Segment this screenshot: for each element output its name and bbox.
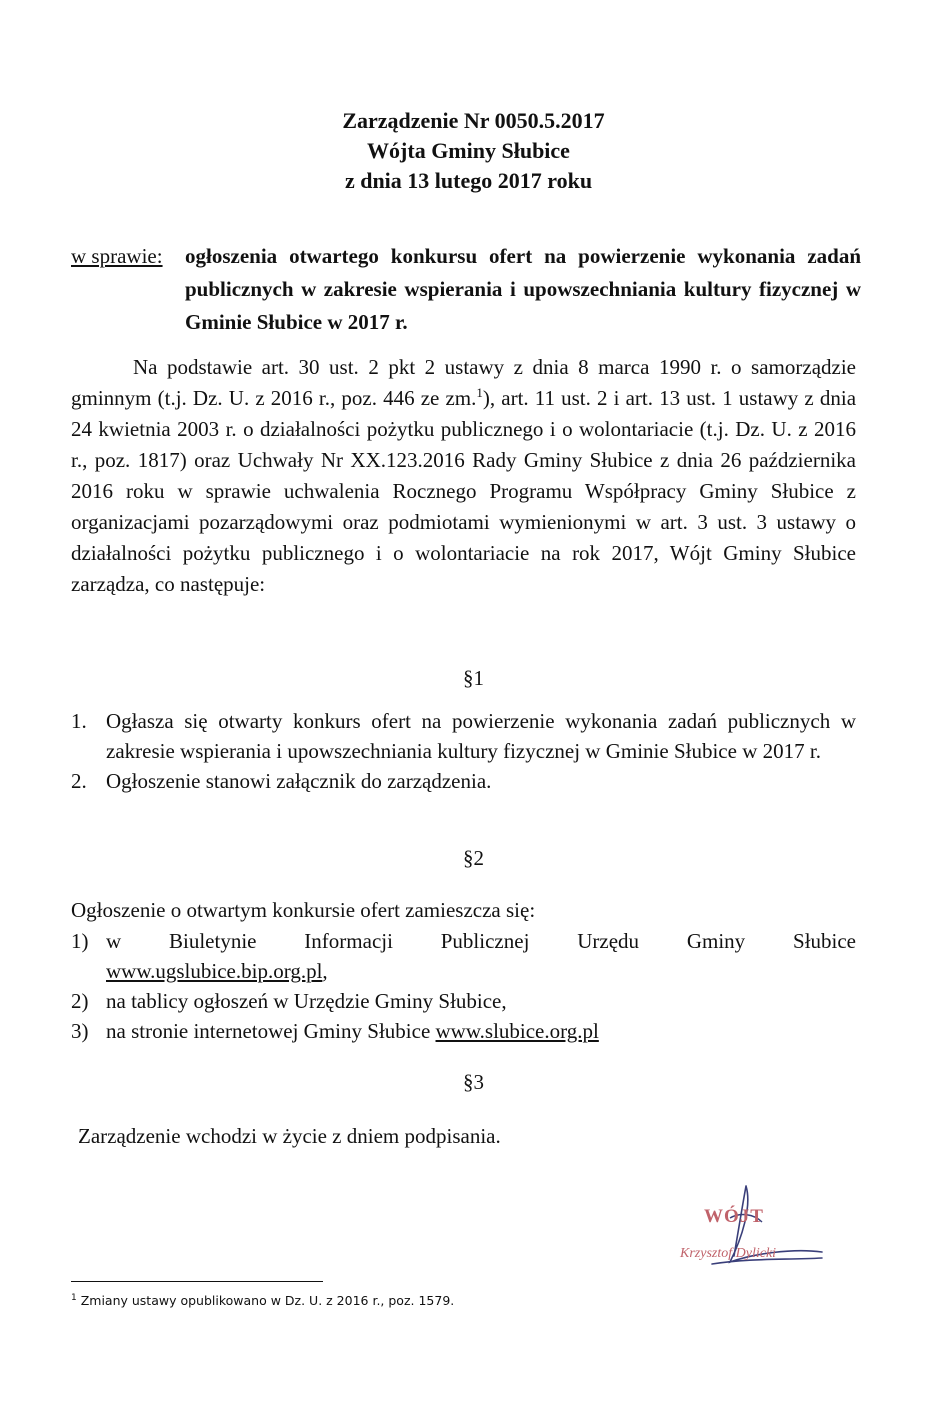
section-1-list: [71, 706, 856, 796]
list-item-text: na stronie internetowej Gminy Słubice: [106, 1019, 436, 1043]
list-item-text: Ogłoszenie stanowi załącznik do zarządzenia.: [106, 769, 492, 793]
section-2-intro: Ogłoszenie o otwartym konkursie ofert zamieszcza się:: [71, 898, 536, 922]
ordinance-date: z dnia 13 lutego 2017 roku: [344, 168, 593, 193]
list-item-number: 2): [71, 989, 89, 1013]
signature-scribble-icon: [672, 1178, 832, 1278]
issuer: Wójta Gminy Słubice: [367, 138, 570, 163]
list-item-number: 1): [71, 929, 89, 953]
list-item: [71, 706, 856, 766]
signature-title: WÓJT: [704, 1206, 764, 1227]
footnote-divider: [71, 1281, 323, 1282]
footnote: [71, 1293, 454, 1308]
footnote-number: 1: [71, 1292, 77, 1303]
list-item-text: Ogłasza się otwarty konkurs ofert na powierzenie wykonania zadań publicznych w zakresie wspierania i upowszechniania kultury fizycznej w Gminie Słubice w 2017 r.: [106, 709, 856, 763]
preamble-paragraph: [71, 352, 856, 600]
preamble-part2: ), art. 11 ust. 2 i art. 13 ust. 1 ustawy z dnia 24 kwietnia 2003 r. o działalności pożytku publicznego i o wolontariacie (t.j. Dz. U. z 2016 r., poz. 1817) oraz Uchwały Nr XX.123.2016 Rady Gminy Słubice z dnia 26 października 2016 roku w sprawie uchwalenia Rocznego Programu Współpracy Gminy Słubice z organizacjami pozarządowymi oraz podmiotami wymienionymi w art. 3 ust. 3 ustawy o działalności pożytku publicznego i o wolontariacie na rok 2017, Wójt Gminy Słubice zarządza, co następuje:: [71, 386, 857, 596]
list-item-suffix: ,: [322, 959, 328, 983]
list-item: [71, 926, 856, 986]
list-item: [71, 986, 856, 1016]
ordinance-number: Zarządzenie Nr 0050.5.2017: [342, 108, 605, 133]
section-2-list: [71, 926, 856, 1046]
list-item-text: w Biuletynie Informacji Publicznej Urzędu Gminy Słubice: [106, 929, 856, 953]
signature-name: Krzysztof Dylicki: [680, 1246, 777, 1261]
list-item-number: 1.: [71, 709, 87, 733]
subject-text: ogłoszenia otwartego konkursu ofert na powierzenie wykonania zadań publicznych w zakresie wspierania i upowszechniania kultury fizycznej w Gminie Słubice w 2017 r.: [185, 244, 861, 334]
subject-label: w sprawie:: [71, 244, 163, 268]
footnote-text: Zmiany ustawy opublikowano w Dz. U. z 2016 r., poz. 1579.: [76, 1293, 455, 1308]
list-item: [71, 766, 856, 796]
section-3-symbol: §3: [463, 1070, 484, 1094]
section-2-symbol: §2: [463, 846, 484, 870]
website-link[interactable]: www.slubice.org.pl: [435, 1019, 599, 1043]
section-3-text: Zarządzenie wchodzi w życie z dniem podpisania.: [78, 1124, 501, 1148]
section-1-symbol: §1: [463, 666, 484, 690]
list-item: [71, 1016, 856, 1046]
footnote-ref: 1: [476, 385, 483, 400]
bip-link[interactable]: www.ugslubice.bip.org.pl: [106, 959, 323, 983]
list-item-number: 2.: [71, 769, 87, 793]
list-item-number: 3): [71, 1019, 89, 1043]
preamble-part1: Na podstawie art. 30 ust. 2 pkt 2 ustawy z dnia 8 marca 1990 r. o samorządzie gminnym (t.j. Dz. U. z 2016 r., poz. 446 ze zm.: [71, 355, 856, 410]
signature-stamp: [672, 1178, 832, 1278]
list-item-text: na tablicy ogłoszeń w Urzędzie Gminy Słubice,: [106, 989, 507, 1013]
